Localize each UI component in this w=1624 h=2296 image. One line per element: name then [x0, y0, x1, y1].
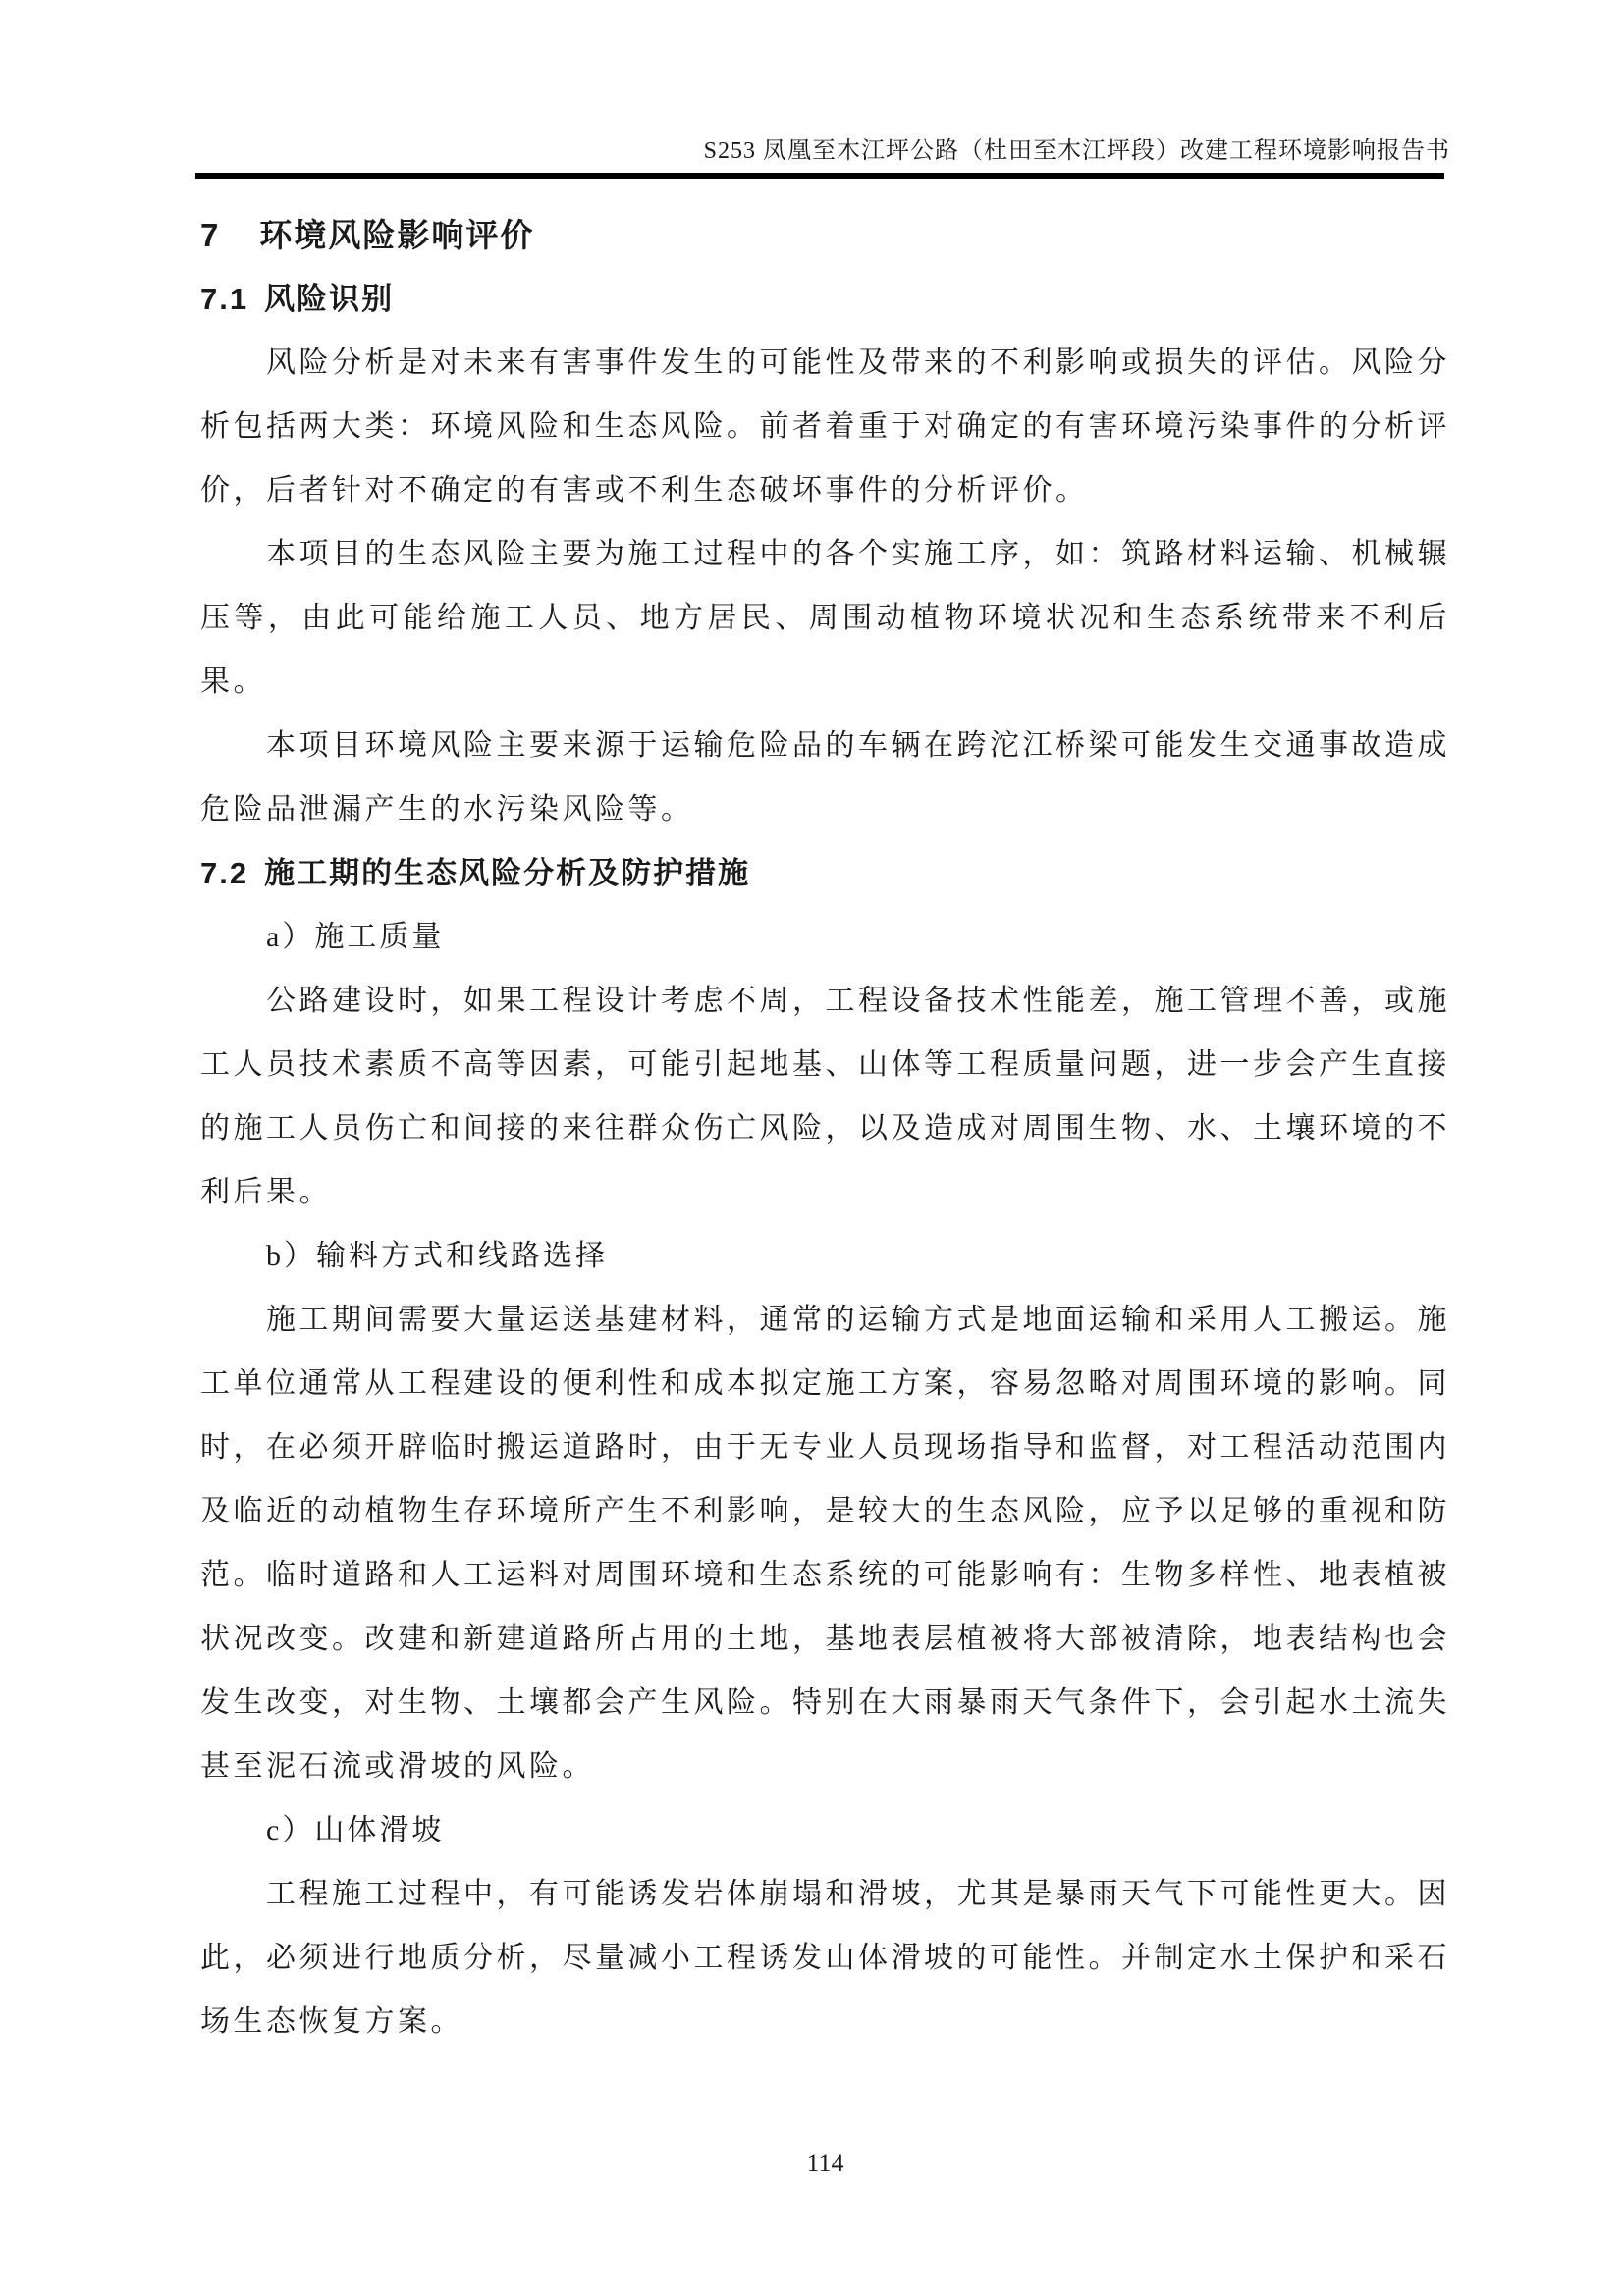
- paragraph-risk-analysis: 风险分析是对未来有害事件发生的可能性及带来的不利影响或损失的评估。风险分析包括两大类：环境风险和生态风险。前者着重于对确定的有害环境污染事件的分析评价，后者针对不确定的有害或不利生态破坏事件的分析评价。: [200, 347, 1450, 507]
- item-a-paragraph: 公路建设时，如果工程设计考虑不周，工程设备技术性能差，施工管理不善，或施工人员技术素质不高等因素，可能引起地基、山体等工程质量问题，进一步会产生直接的施工人员伤亡和间接的来往群众伤亡风险，以及造成对周围生物、水、土壤环境的不利后果。: [200, 985, 1450, 1208]
- paragraph-ecological-risk: 本项目的生态风险主要为施工过程中的各个实施工序，如：筑路材料运输、机械辗压等，由此可能给施工人员、地方居民、周围动植物环境状况和生态系统带来不利后果。: [200, 538, 1450, 698]
- section-7-1-title: 风险识别: [264, 282, 395, 316]
- item-a-label: a）施工质量: [266, 921, 445, 953]
- section-7-2-number: 7.2: [200, 856, 249, 890]
- running-header-title: S253 凤凰至木江坪公路（杜田至木江坪段）改建工程环境影响报告书: [703, 138, 1450, 164]
- header-rule: [195, 173, 1444, 179]
- section-7-1-heading: [200, 267, 1450, 331]
- page-content: [200, 203, 1450, 2054]
- section-7-2-heading: [200, 841, 1450, 905]
- item-c-paragraph: 工程施工过程中，有可能诱发岩体崩塌和滑坡，尤其是暴雨天气下可能性更大。因此，必须进行地质分析，尽量减小工程诱发山体滑坡的可能性。并制定水土保护和采石场生态恢复方案。: [200, 1878, 1450, 2038]
- chapter-heading: [200, 203, 1450, 267]
- section-7-2-title: 施工期的生态风险分析及防护措施: [264, 856, 751, 890]
- page-number: 114: [806, 2149, 844, 2177]
- paragraph-environmental-risk: 本项目环境风险主要来源于运输危险品的车辆在跨沱江桥梁可能发生交通事故造成危险品泄漏产生的水污染风险等。: [200, 729, 1450, 826]
- chapter-title: 环境风险影响评价: [259, 217, 535, 253]
- section-7-1-number: 7.1: [200, 282, 249, 316]
- chapter-number: 7: [200, 217, 221, 253]
- item-b-paragraph: 施工期间需要大量运送基建材料，通常的运输方式是地面运输和采用人工搬运。施工单位通常从工程建设的便利性和成本拟定施工方案，容易忽略对周围环境的影响。同时，在必须开辟临时搬运道路时，由于无专业人员现场指导和监督，对工程活动范围内及临近的动植物生存环境所产生不利影响，是较大的生态风险，应予以足够的重视和防范。临时道路和人工运料对周围环境和生态系统的可能影响有：生物多样性、地表植被状况改变。改建和新建道路所占用的土地，基地表层植被将大部被清除，地表结构也会发生改变，对生物、土壤都会产生风险。特别在大雨暴雨天气条件下，会引起水土流失甚至泥石流或滑坡的风险。: [200, 1304, 1450, 1783]
- item-c-label: c）山体滑坡: [266, 1814, 445, 1846]
- item-b-label: b）输料方式和线路选择: [266, 1240, 608, 1272]
